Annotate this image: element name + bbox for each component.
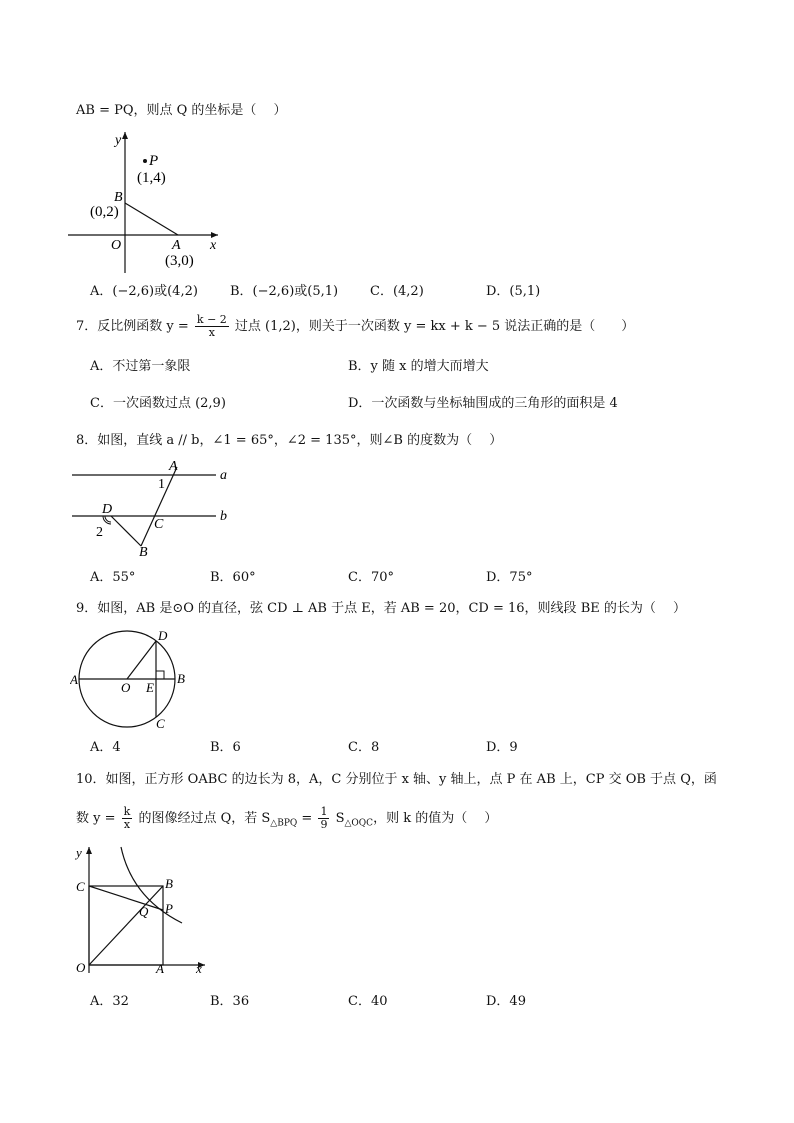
q8-parallel-lines-figure (68, 455, 238, 560)
q10-fraction-ratio-denominator: 9 (320, 818, 328, 831)
q10-subscript-1: △BPQ (270, 818, 298, 829)
q10-stem-part-1: 数 y = (76, 811, 120, 826)
q10-fraction-ratio (318, 806, 329, 831)
q10-label-q: Q (139, 904, 149, 919)
q6-label-y: y (115, 133, 122, 148)
q10-stem-line-1: 10．如图，正方形 OABC 的边长为 8，A，C 分别位于 x 轴、y 轴上，点 P 在 AB 上，CP 交 OB 于点 Q，函 (76, 772, 717, 787)
q9-stem: 9．如图，AB 是⊙O 的直径，弦 CD ⊥ AB 于点 E，若 AB = 20，CD = 16，则线段 BE 的长为（ ） (76, 601, 686, 616)
q6-option-d[interactable]: D．(5,1) (486, 284, 541, 299)
q9-label-b: B (177, 671, 185, 686)
q10-stem-part-3: = (297, 811, 317, 826)
q6-a-coord: (3,0) (165, 253, 194, 269)
q6-label-b: B (114, 190, 123, 205)
q7-option-b[interactable]: B．y 随 x 的增大而增大 (348, 359, 489, 374)
q10-label-p: P (165, 901, 173, 916)
q6-label-p: P (149, 153, 159, 169)
q8-label-angle-1: 1 (158, 477, 165, 492)
q9-label-o: O (121, 680, 131, 695)
q9-option-b[interactable]: B．6 (210, 740, 241, 755)
q10-label-a: A (156, 961, 164, 976)
q10-stem-part-5: ，则 k 的值为（ ） (373, 811, 498, 826)
q6-option-a[interactable]: A．(−2,6)或(4,2) (90, 284, 198, 299)
q8-option-b[interactable]: B．60° (210, 570, 256, 585)
q6-label-o: O (111, 238, 122, 253)
q7-stem-part-2: 过点 (1,2)，则关于一次函数 y = kx + k − 5 说法正确的是（ ） (230, 319, 635, 334)
q8-label-a-point: A (169, 459, 178, 474)
q7-fraction (195, 314, 229, 339)
q8-stem: 8．如图，直线 a // b，∠1 = 65°，∠2 = 135°，则∠B 的度数为（ ） (76, 433, 503, 448)
q9-label-a: A (70, 672, 78, 687)
q8-option-d[interactable]: D．75° (486, 570, 533, 585)
q10-stem-part-4: S (331, 811, 345, 826)
q6-label-a: A (172, 238, 181, 253)
q8-label-b-point: B (139, 545, 148, 560)
q6-stem: AB = PQ，则点 Q 的坐标是（ ） (76, 103, 287, 118)
q8-label-a-line: a (220, 468, 227, 483)
q8-label-angle-2: 2 (96, 525, 103, 540)
q10-label-b: B (165, 876, 173, 891)
q7-fraction-numerator: k − 2 (196, 313, 227, 326)
q10-fraction-k-numerator: k (123, 805, 131, 818)
q9-option-a[interactable]: A．4 (90, 740, 121, 755)
q9-label-e: E (146, 680, 154, 695)
q6-b-coord: (0,2) (90, 204, 119, 220)
q6-p-coord: (1,4) (137, 170, 166, 186)
q7-fraction-denominator: x (208, 326, 215, 339)
q9-option-c[interactable]: C．8 (348, 740, 380, 755)
q10-option-c[interactable]: C．40 (348, 994, 388, 1009)
q9-label-c: C (156, 716, 165, 731)
q8-option-c[interactable]: C．70° (348, 570, 394, 585)
q8-label-d: D (102, 502, 113, 517)
q7-option-d[interactable]: D．一次函数与坐标轴围成的三角形的面积是 4 (348, 396, 618, 411)
q6-option-b[interactable]: B．(−2,6)或(5,1) (230, 284, 339, 299)
q9-circle-figure (70, 624, 200, 739)
q10-square-figure (70, 843, 210, 978)
q7-option-c[interactable]: C．一次函数过点 (2,9) (90, 396, 226, 411)
q8-option-a[interactable]: A．55° (90, 570, 136, 585)
q10-subscript-2: △OQC (344, 818, 374, 829)
q10-option-a[interactable]: A．32 (90, 994, 129, 1009)
q7-option-a[interactable]: A．不过第一象限 (90, 359, 191, 374)
q6-coordinate-figure (68, 128, 228, 278)
q10-label-c: C (76, 879, 85, 894)
q8-label-b-line: b (220, 509, 227, 524)
q6-option-c[interactable]: C．(4,2) (370, 284, 424, 299)
q10-label-y: y (76, 845, 82, 860)
q10-label-o: O (76, 960, 86, 975)
q7-stem (76, 314, 634, 339)
q10-label-x: x (196, 961, 202, 976)
q8-label-c: C (154, 517, 164, 532)
q10-option-b[interactable]: B．36 (210, 994, 250, 1009)
q10-fraction-ratio-numerator: 1 (320, 805, 328, 818)
q7-stem-part-1: 7．反比例函数 y = (76, 319, 193, 334)
q9-option-d[interactable]: D．9 (486, 740, 518, 755)
q10-fraction-k (122, 806, 133, 831)
q6-label-x: x (210, 238, 217, 253)
q10-stem-part-2: 的图像经过点 Q，若 S (134, 811, 271, 826)
q10-fraction-k-denominator: x (123, 818, 131, 831)
q10-stem-line-2 (76, 806, 497, 833)
q9-label-d: D (158, 628, 168, 643)
q10-option-d[interactable]: D．49 (486, 994, 526, 1009)
